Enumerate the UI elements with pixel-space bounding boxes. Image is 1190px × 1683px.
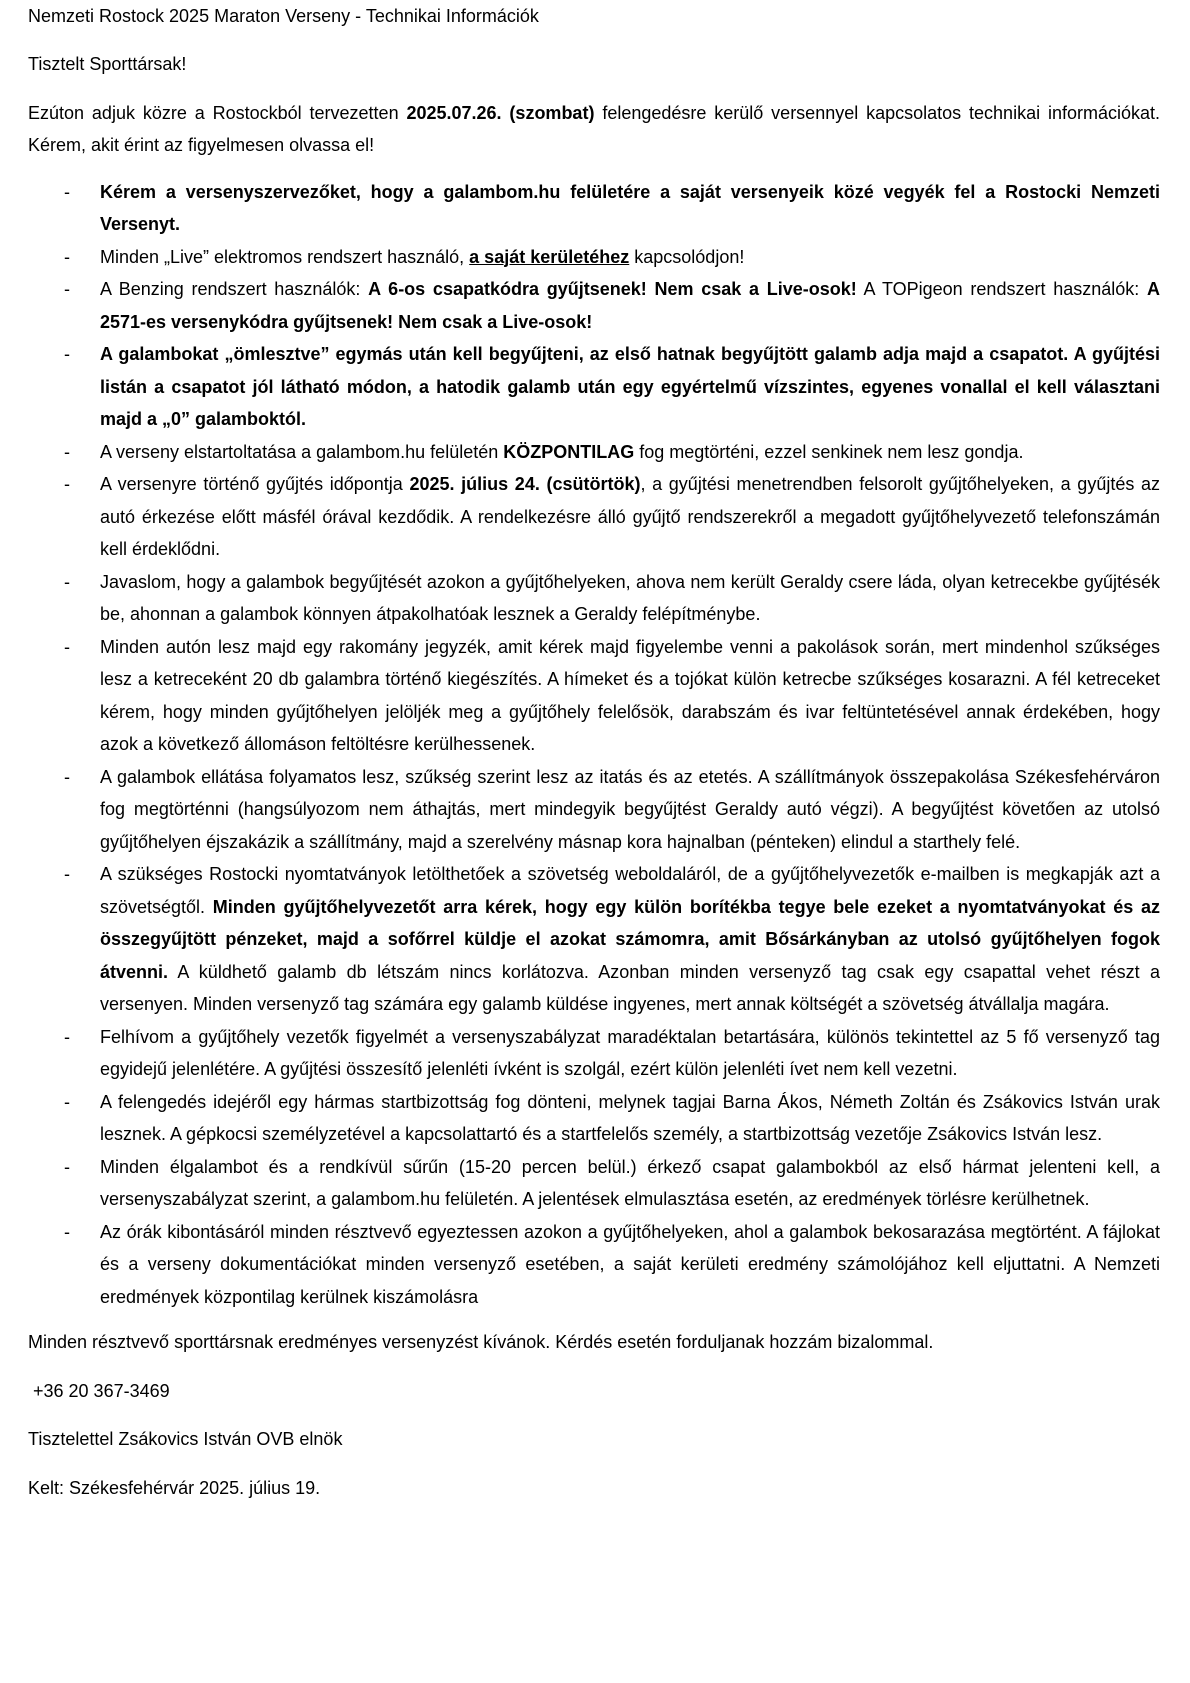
list-item-text [100,442,1023,462]
text-run: A verseny elstartoltatása a galambom.hu felületén [100,441,504,462]
document-page [28,0,1160,1504]
bullet-dash: - [64,474,70,494]
list-item [28,176,1160,241]
list-item [28,566,1160,631]
bullet-dash: - [64,344,70,364]
list-item [28,273,1160,338]
date-line: Kelt: Székesfehérvár 2025. július 19. [28,1477,321,1498]
list-item [28,1151,1160,1216]
bold-text: 2025. július 24. (csütörtök) [409,474,641,494]
list-item-text [100,637,1160,755]
bullet-dash: - [64,246,70,267]
bold-text: Minden gyűjtőhelyvezetőt arra kérek, hogy egy külön borítékba tegye bele ezeket a nyomtatványokat és az összegyűjtött pénzeket, majd a sofőrrel küldje el azokat számomra, amit Bősárkányban az utolsó gyűjtőhelyen fogok átvenni. [100,896,1160,982]
list-item-text [100,1092,1160,1145]
bullet-dash: - [64,766,70,787]
list-item-text [100,247,744,267]
bullet-dash: - [64,1026,70,1047]
list-item-text [100,767,1160,852]
text-run: fog megtörténi, ezzel senkinek nem lesz gondja. [634,441,1024,462]
list-item [28,1086,1160,1151]
phone-number: +36 20 367-3469 [33,1380,170,1401]
list-item-text [100,344,1160,429]
list-item [28,761,1160,859]
text-run: Minden élgalambot és a rendkívül sűrűn (15-20 percen belül.) érkező csapat galambokból az első hármat jelenteni kell, a versenyszabályzat szerint, a galambom.hu felületén. A jelentések elmulasztása esetén, az eredmények törlésre kerülhetnek. [100,1156,1160,1209]
bullet-list [28,176,1160,1314]
bold-text: Kérem a versenyszervezőket, hogy a galambom.hu felületére a saját versenyeik közé vegyék fel a Rostocki Nemzeti Versenyt. [100,181,1160,234]
text-run: A TOPigeon rendszert használók: [856,279,1147,299]
bold-text: 2025.07.26. (szombat) [406,102,595,123]
text-run: A galambok ellátása folyamatos lesz, szűkség szerint lesz az itatás és az etetés. A szállítmányok összepakolása Székesfehérváron fog megtörténni (hangsúlyozom nem áthajtás, mert mindegyik begyűjtést Geraldy autó végzi). A begyűjtést követően az utolsó gyűjtőhelyen éjszakázik a szállítmány, majd a szerelvény másnap kora hajnalban (pénteken) elindul a starthely felé. [100,766,1160,852]
bold-text: A galambokat „ömlesztve” egymás után kell begyűjteni, az első hatnak begyűjtött galamb adja majd a csapatot. A gyűjtési listán a csapatot jól látható módon, a hatodik galamb után egy egyértelmű vízszintes, egyenes vonallal el kell választani majd a „0” galamboktól. [100,344,1160,429]
bullet-dash: - [64,1091,70,1112]
text-run: A felengedés idejéről egy hármas startbizottság fog dönteni, melynek tagjai Barna Ákos, Németh Zoltán és Zsákovics István urak lesznek. A gépkocsi személyzetével a kapcsolattartó és a startfelelős személy, a startbizottság vezetője Zsákovics István lesz. [100,1091,1160,1144]
text-run: Ezúton adjuk közre a Rostockból tervezetten [28,102,407,123]
list-item-text [100,279,1160,332]
list-item [28,338,1160,436]
text-run: A Benzing rendszert használók: [100,279,369,299]
closing-paragraph: Minden résztvevő sporttársnak eredményes versenyzést kívánok. Kérdés esetén forduljanak hozzám bizalommal. [28,1332,934,1352]
list-item [28,1216,1160,1314]
bullet-dash: - [64,1156,70,1177]
text-run: Az órák kibontásáról minden résztvevő egyeztessen azokon a gyűjtőhelyeken, ahol a galambok bekosarazása megtörtént. A fájlokat és a verseny dokumentációkat minden versenyző esetében, a saját kerületi eredmény számolójához kell eljuttatni. A Nemzeti eredmények központilag kerülnek kiszámolásra [100,1221,1160,1307]
document-title: Nemzeti Rostock 2025 Maraton Verseny - Technikai Információk [28,6,539,26]
list-item [28,436,1160,469]
bold-text: A 6-os csapatkódra gyűjtsenek! Nem csak a Live-osok! [368,279,857,299]
text-run: Felhívom a gyűjtőhely vezetők figyelmét a versenyszabályzat maradéktalan betartására, különös tekintettel az 5 fő versenyző tag egyidejű jelenlétére. A gyűjtési összesítő jelenléti ívként is szolgál, ezért külön jelenléti ívet nem kell vezetni. [100,1026,1160,1079]
list-item-text [100,572,1160,625]
list-item-text [100,1157,1160,1210]
list-item-text [100,1027,1160,1080]
text-run: A küldhető galamb db létszám nincs korlátozva. Azonban minden versenyző tag csak egy csapattal vehet részt a versenyen. Minden versenyző tag számára egy galamb küldése ingyenes, mert annak költségét a szövetség átvállalja magára. [100,961,1160,1014]
bullet-dash: - [64,181,70,202]
intro-paragraph [28,97,1160,162]
bullet-dash: - [64,441,70,462]
text-run: A szükséges Rostocki nyomtatványok letölthetőek a szövetség weboldaláról, de a gyűjtőhelyvezetők e-mailben is megkapják azt a szövetségtől. [100,864,1160,917]
text-run: , a gyűjtési menetrendben felsorolt gyűjtőhelyeken, a gyűjtés az autó érkezése előtt másfél órával kezdődik. A rendelkezésre álló gyűjtő rendszerekről a megadott gyűjtőhelyvezető telefonszámán kell érdeklődni. [100,474,1160,559]
text-run: A versenyre történő gyűjtés időpontja [100,474,410,494]
list-item [28,858,1160,1021]
bullet-dash: - [64,636,70,657]
list-item-text [100,1222,1160,1307]
bullet-dash: - [64,571,70,592]
bold-text: KÖZPONTILAG [503,441,635,462]
list-item [28,1021,1160,1086]
bullet-dash: - [64,864,70,884]
greeting: Tisztelt Sporttársak! [28,54,187,74]
bullet-dash: - [64,279,70,299]
list-item-text [100,864,1160,1014]
text-run: kapcsolódjon! [629,246,745,267]
list-item [28,241,1160,274]
text-run: felengedésre kerülő versennyel kapcsolatos technikai információkat. Kérem, akit érint az figyelmesen olvassa el! [28,102,1160,155]
text-run: Javaslom, hogy a galambok begyűjtését azokon a gyűjtőhelyeken, ahova nem került Geraldy csere láda, olyan ketrecekbe gyűjtésék be, ahonnan a galambok könnyen átpakolhatóak lesznek a Geraldy felépítménybe. [100,571,1160,624]
text-run: Minden autón lesz majd egy rakomány jegyzék, amit kérek majd figyelembe venni a pakolások során, mert mindenhol szűkséges lesz a ketreceként 20 db galambra történő kiegészítés. A hímeket és a tojókat külön ketrecbe szűkséges kosarazni. A fél ketreceket kérem, hogy minden gyűjtőhelyen jelöljék meg a gyűjtőhely felelősök, darabszám és ivar feltüntetésével annak érdekében, hogy azok a következő állomáson feltöltésre kerülhessenek. [100,636,1160,754]
list-item-text [100,182,1160,235]
list-item [28,631,1160,761]
bold-text: A 2571-es versenykódra gyűjtsenek! Nem csak a Live-osok! [100,279,1160,332]
underlined-text: a saját kerületéhez [469,246,630,267]
signature-line: Tisztelettel Zsákovics István OVB elnök [28,1429,343,1449]
bullet-dash: - [64,1221,70,1242]
text-run: Minden „Live” elektromos rendszert használó, [100,246,470,267]
list-item-text [100,474,1160,559]
list-item [28,468,1160,566]
